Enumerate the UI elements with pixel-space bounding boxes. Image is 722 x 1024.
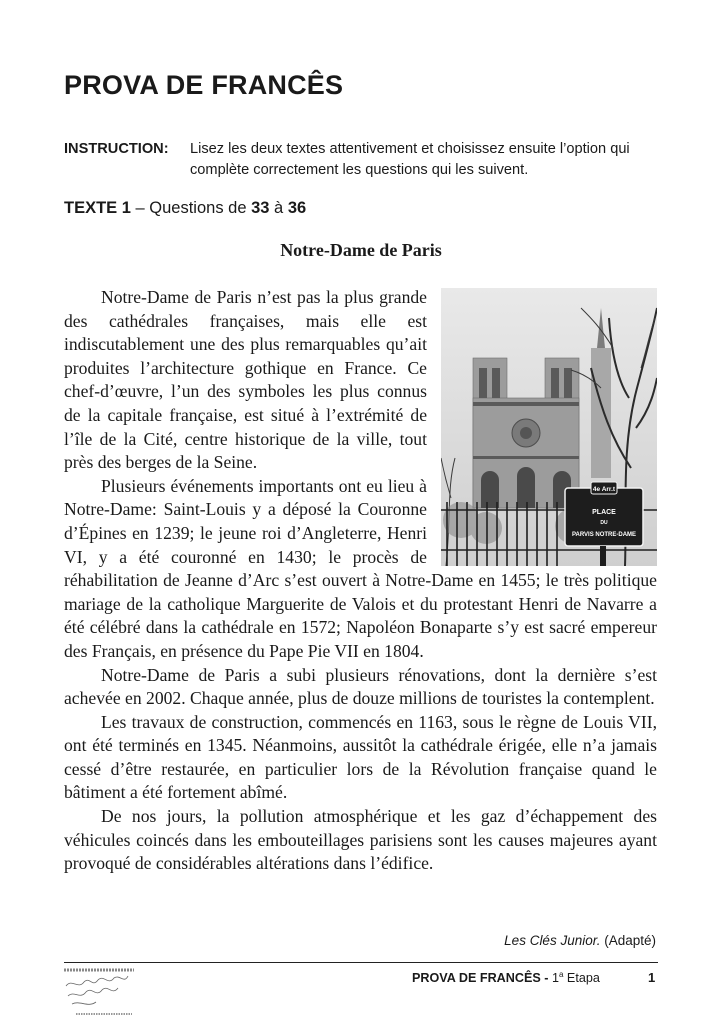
paragraph-3: Notre-Dame de Paris a subi plusieurs rénovations, dont la dernière s’est achevée en 2002. Chaque année, plus de douze millions de touristes la contemplent. <box>64 664 657 709</box>
sign-line-place: PLACE <box>592 509 616 516</box>
footer-divider <box>64 962 658 963</box>
instruction-colon: : <box>163 141 169 157</box>
instruction-text: Lisez les deux textes attentivement et choisissez ensuite l’option qui complète correctement les questions qui les suivent. <box>190 141 630 178</box>
sign-line-du: DU <box>600 520 608 526</box>
footer-exam-name: PROVA DE FRANCÊS - <box>412 971 552 986</box>
cathedral-photo <box>441 288 657 566</box>
vestibular-stamp-logo <box>62 964 140 1018</box>
footer-stage-number: 1 <box>551 971 559 986</box>
instruction-block <box>64 139 664 181</box>
sign-line-parvis: PARVIS NOTRE-DAME <box>571 532 637 538</box>
instruction-label: INSTRUCTION <box>64 141 164 157</box>
footer-stage-word: Etapa <box>563 971 600 986</box>
source-title: Les Clés Junior. <box>504 933 601 948</box>
texte-dash: – Questions de <box>130 199 252 217</box>
sign-arrondissement: 4e Arr.t <box>592 486 616 493</box>
source-note: (Adapté) <box>600 933 656 948</box>
page-title: PROVA DE FRANCÊS <box>64 70 344 100</box>
source-citation <box>504 933 656 948</box>
article-body <box>64 286 657 876</box>
question-from: 33 <box>251 199 270 217</box>
texte-sep: à <box>269 199 288 217</box>
paragraph-2: Plusieurs événements importants ont eu lieu à Notre-Dame: Saint-Louis y a déposé la Couronne d’Épines en 1239; le jeune roi d’Angleterre, Henri VI, y a été couronné en 1430; le procès de réhabilitation de Jeanne d’Arc s’est ouvert à Notre-Dame en 1455; le très politique mariage de la catholique Marguerite de Valois et du protestant Henri de Navarre a été célébré dans la cathédrale en 1572; Napoléon Bonaparte s’y est sacré empereur des Français, en présence du Pape Pie VII en 1804. <box>64 475 657 661</box>
texte-label: TEXTE 1 <box>64 199 131 217</box>
paragraph-5: De nos jours, la pollution atmosphérique et les gaz d’échappement des véhicules coincés dans les embouteillages parisiens sont les causes majeures ayant provoqué de considérables altérations dans l’édifice. <box>64 806 657 874</box>
paragraph-1: Notre-Dame de Paris n’est pas la plus grande des cathédrales françaises, mais elle est indiscutablement une des plus remarquables qu’ait produites l’architecture gothique en France. Ce chef-d’œuvre, l’un des symboles les plus connus de la capitale française, est situé à l’extrémité de l’île de la Cité, centre historique de la ville, tout près des berges de la Seine. <box>64 287 427 473</box>
footer-label <box>412 970 600 985</box>
question-to: 36 <box>287 199 307 217</box>
texte-header <box>64 199 306 218</box>
text-title: Notre-Dame de Paris <box>280 240 442 260</box>
page-number: 1 <box>648 970 656 985</box>
footer-stage-ordinal: a <box>558 970 564 979</box>
paragraph-4: Les travaux de construction, commencés en 1163, sous le règne de Louis VII, ont été terminés en 1345. Néanmoins, aussitôt la cathédrale érigée, elle n’a jamais cessé d’être restaurée, en particulier lors de la Révolution française quand le bâtiment a été fortement abîmé. <box>64 711 657 803</box>
